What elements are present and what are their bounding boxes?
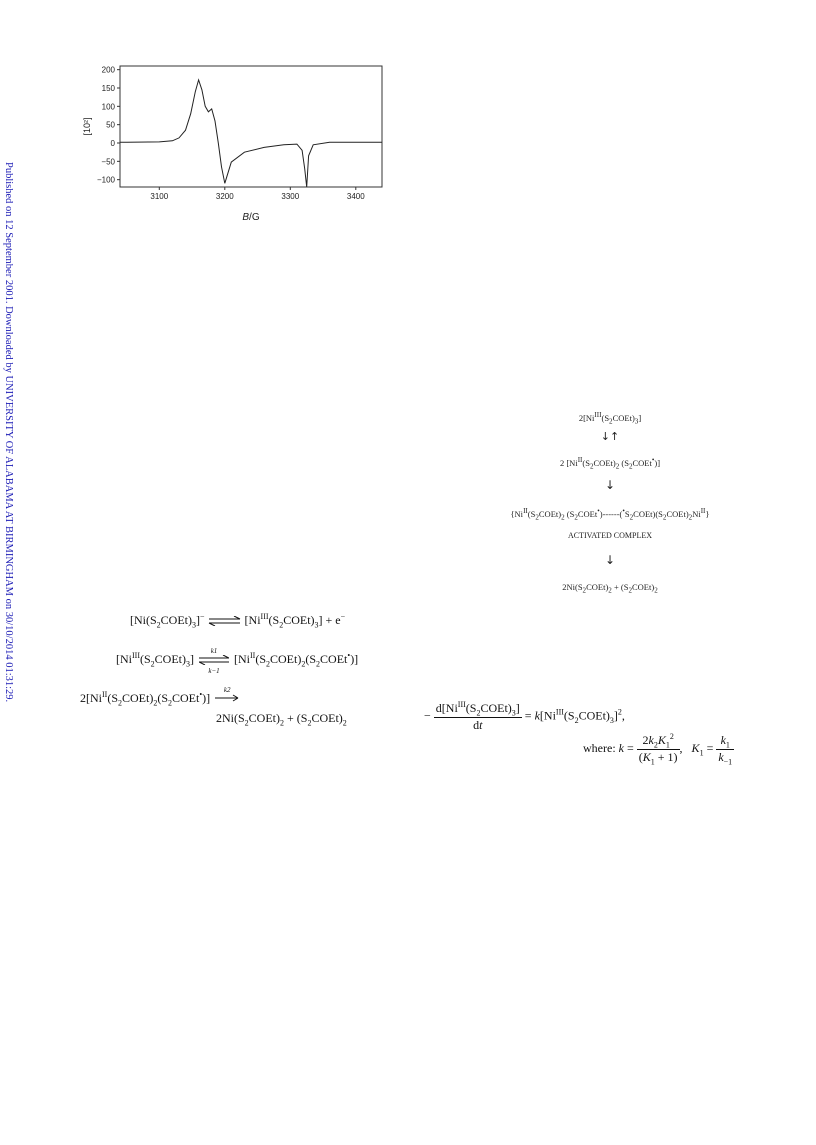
x-tick-label: 3400	[346, 192, 365, 201]
scheme-product: $2Ni(S_2COEt)_2$ + $(S_2COEt)_2$	[562, 582, 658, 595]
x-tick-label: 3200	[215, 192, 234, 201]
banner-text: Published on 12 September 2001. Downloaded by UNIVERSITY OF ALABAMA AT BIRMINGHAM on 30/10/2014 01:31:29.	[3, 162, 14, 703]
y-tick-label: −50	[101, 157, 115, 167]
rate-fraction: $\frac{d[Ni^{III}(S_2COEt)_3]}{dt}$	[435, 700, 520, 733]
equation-2: $[Ni^{III}(S_2COEt)_3]$ k1 k−1 $[Ni^{II}(S_2COEt)_2(S_2COEt^•)]$	[116, 647, 359, 676]
y-tick-label: 0	[110, 139, 115, 148]
k1-label: k1	[210, 647, 218, 656]
equilibrium-arrow: ↓↑	[600, 430, 620, 443]
spectrum-line	[120, 80, 382, 187]
activated-complex-label: ACTIVATED COMPLEX	[567, 531, 653, 540]
y-tick-label: 50	[106, 120, 115, 130]
k-minus1-label: k−1	[208, 667, 220, 676]
y-tick-label: 100	[101, 102, 115, 112]
epr-spectrum-chart	[78, 62, 390, 222]
plot-frame	[120, 66, 382, 187]
k2-label: k2	[223, 686, 231, 695]
x-tick-label: 3300	[281, 192, 300, 201]
equation-3-line-2: $2Ni(S_2COEt)_2$ + $(S_2COEt)_2$	[216, 711, 347, 728]
y-tick-label: 200	[101, 65, 115, 75]
rate-law: − $\frac{d[Ni^{III}(S_2COEt)_3]}{dt}$ = $k[Ni^{III}(S_2COEt)_3]^2$,	[424, 700, 625, 733]
reaction-arrow-1: ↓	[604, 478, 616, 492]
k1-equilibrium-arrow	[199, 647, 229, 676]
side-banner	[0, 0, 26, 1145]
scheme-intermediate: 2 [$Ni^{II}(S_2COEt)_2$ $(S_2COEt^•)$]	[559, 456, 661, 471]
where-label: where:	[583, 741, 616, 756]
x-tick-label: 3100	[150, 192, 169, 201]
rate-constant-definition: where: k = $\frac{2k_2K_1^2}{(K_1 + 1)}$ , $K_1$ = $\frac{k_1}{k_{-1}}$	[583, 732, 733, 767]
k-fraction: $\frac{2k_2K_1^2}{(K_1 + 1)}$	[638, 732, 678, 767]
scheme-dimer: {$Ni^{II}(S_2COEt)_2$ $(S_2COEt^•)------(^•S_2COEt)(S_2COEt)_2Ni^{II}$}	[510, 507, 710, 522]
K1-fraction: $\frac{k_1}{k_{-1}}$	[718, 732, 733, 767]
x-axis-ticks	[150, 187, 365, 201]
y-axis-ticks	[97, 66, 120, 185]
x-axis-label: B/G	[242, 212, 260, 222]
y-tick-label: −100	[96, 175, 115, 185]
y-tick-label: 150	[101, 84, 115, 93]
scheme-reactant: $2[Ni^{III}(S_2COEt)_3]$	[578, 411, 642, 426]
plot-area	[120, 66, 382, 187]
y-axis-label: [10²]	[82, 117, 92, 136]
k2-arrow	[215, 686, 239, 706]
reaction-arrow-2: ↓	[604, 553, 616, 567]
equation-1: $[Ni(S_2COEt)_3]^-$ $[Ni^{III}(S_2COEt)_3] + e^-$	[130, 612, 346, 630]
equilibrium-arrow-eq1	[208, 616, 242, 626]
equation-3-line-1: $2[Ni^{II}(S_2COEt)_2(S_2COEt^•)]$ k2	[80, 690, 241, 707]
